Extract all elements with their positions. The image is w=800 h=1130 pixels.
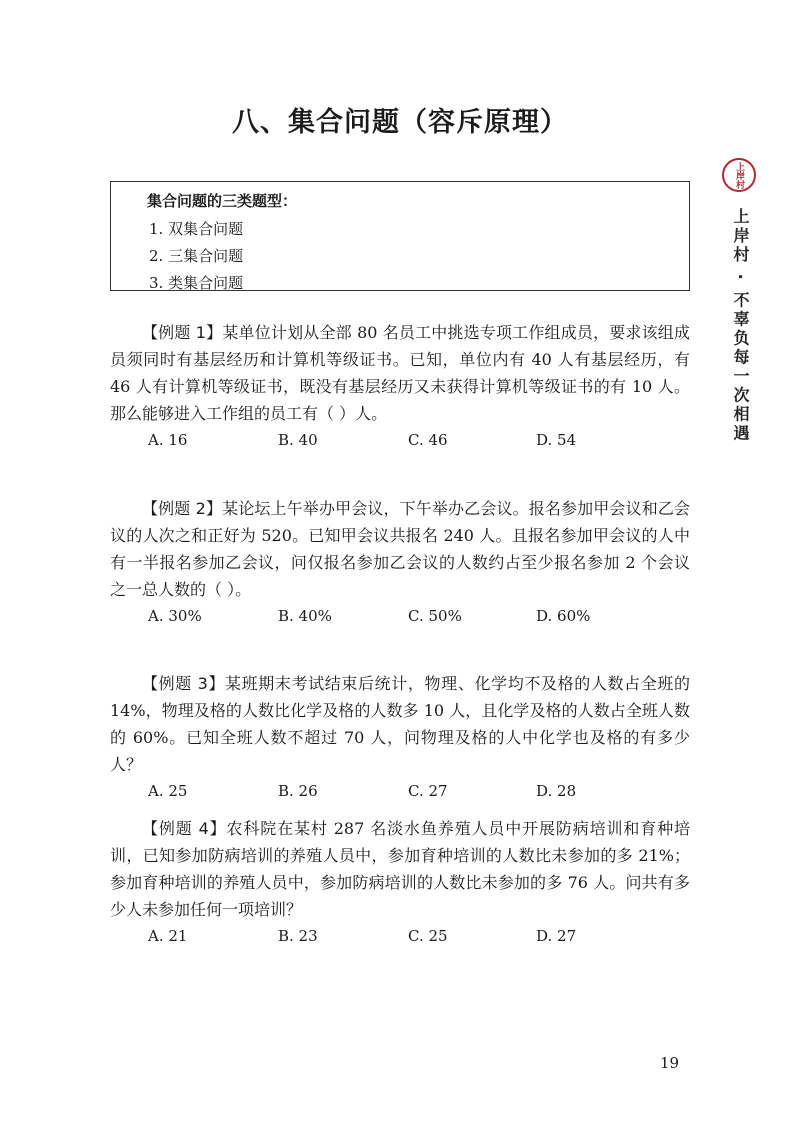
option-b: B. 23	[278, 927, 318, 945]
option-a: A. 16	[148, 431, 188, 449]
option-d: D. 27	[536, 927, 577, 945]
answer-options	[110, 431, 690, 457]
question-type-item: 2. 三集合问题	[149, 247, 244, 265]
option-c: C. 25	[408, 927, 448, 945]
option-b: B. 40	[278, 431, 318, 449]
page-number: 19	[660, 1054, 680, 1072]
example-3	[110, 670, 690, 808]
answer-options	[110, 607, 690, 633]
question-type-item: 1. 双集合问题	[149, 220, 244, 238]
option-c: C. 27	[408, 782, 448, 800]
seal-logo: 上岸村	[722, 158, 756, 192]
option-d: D. 28	[536, 782, 577, 800]
example-2	[110, 495, 690, 633]
example-text: 某论坛上午举办甲会议，下午举办乙会议。报名参加甲会议和乙会议的人次之和正好为 520。已知甲会议共报名 240 人。且报名参加甲会议的人中有一半报名参加乙会议，问仅报名参加乙会议的人数约占至少报名参加 2 个会议之一总人数的（ ）。	[110, 499, 690, 599]
option-a: A. 21	[148, 927, 188, 945]
example-stem	[110, 815, 690, 923]
option-d: D. 60%	[536, 607, 591, 625]
answer-options	[110, 927, 690, 953]
question-types-box	[110, 181, 690, 291]
question-types-heading: 集合问题的三类题型：	[147, 192, 298, 210]
page-title: 八、集合问题（容斥原理）	[232, 107, 568, 138]
option-b: B. 40%	[278, 607, 332, 625]
example-tag: 【例题 4】	[142, 819, 227, 838]
example-text: 某班期末考试结束后统计，物理、化学均不及格的人数占全班的 14%，物理及格的人数比化学及格的人数多 10 人，且化学及格的人数占全班人数的 60%。已知全班人数不超过 70 人，问物理及格的人中化学也及格的有多少人？	[110, 674, 690, 774]
example-tag: 【例题 2】	[142, 499, 223, 518]
example-4	[110, 815, 690, 953]
example-1	[110, 319, 690, 457]
example-stem	[110, 670, 690, 778]
side-slogan: 上岸村 · 不辜负每一次相遇	[731, 208, 750, 444]
option-d: D. 54	[536, 431, 577, 449]
example-stem	[110, 495, 690, 603]
example-tag: 【例题 3】	[142, 674, 226, 693]
answer-options	[110, 782, 690, 808]
option-a: A. 25	[148, 782, 188, 800]
example-text: 农科院在某村 287 名淡水鱼养殖人员中开展防病培训和育种培训，已知参加防病培训的养殖人员中，参加育种培训的人数比未参加的多 21%；参加育种培训的养殖人员中，参加防病培训的人数比未参加的多 76 人。问共有多少人未参加任何一项培训？	[110, 819, 690, 919]
option-c: C. 50%	[408, 607, 462, 625]
option-a: A. 30%	[148, 607, 202, 625]
option-b: B. 26	[278, 782, 318, 800]
example-tag: 【例题 1】	[142, 323, 223, 342]
example-stem	[110, 319, 690, 427]
example-text: 某单位计划从全部 80 名员工中挑选专项工作组成员，要求该组成员须同时有基层经历和计算机等级证书。已知，单位内有 40 人有基层经历，有 46 人有计算机等级证书，既没有基层经历又未获得计算机等级证书的有 10 人。那么能够进入工作组的员工有（ ）人。	[110, 323, 690, 423]
option-c: C. 46	[408, 431, 448, 449]
question-type-item: 3. 类集合问题	[149, 274, 244, 292]
